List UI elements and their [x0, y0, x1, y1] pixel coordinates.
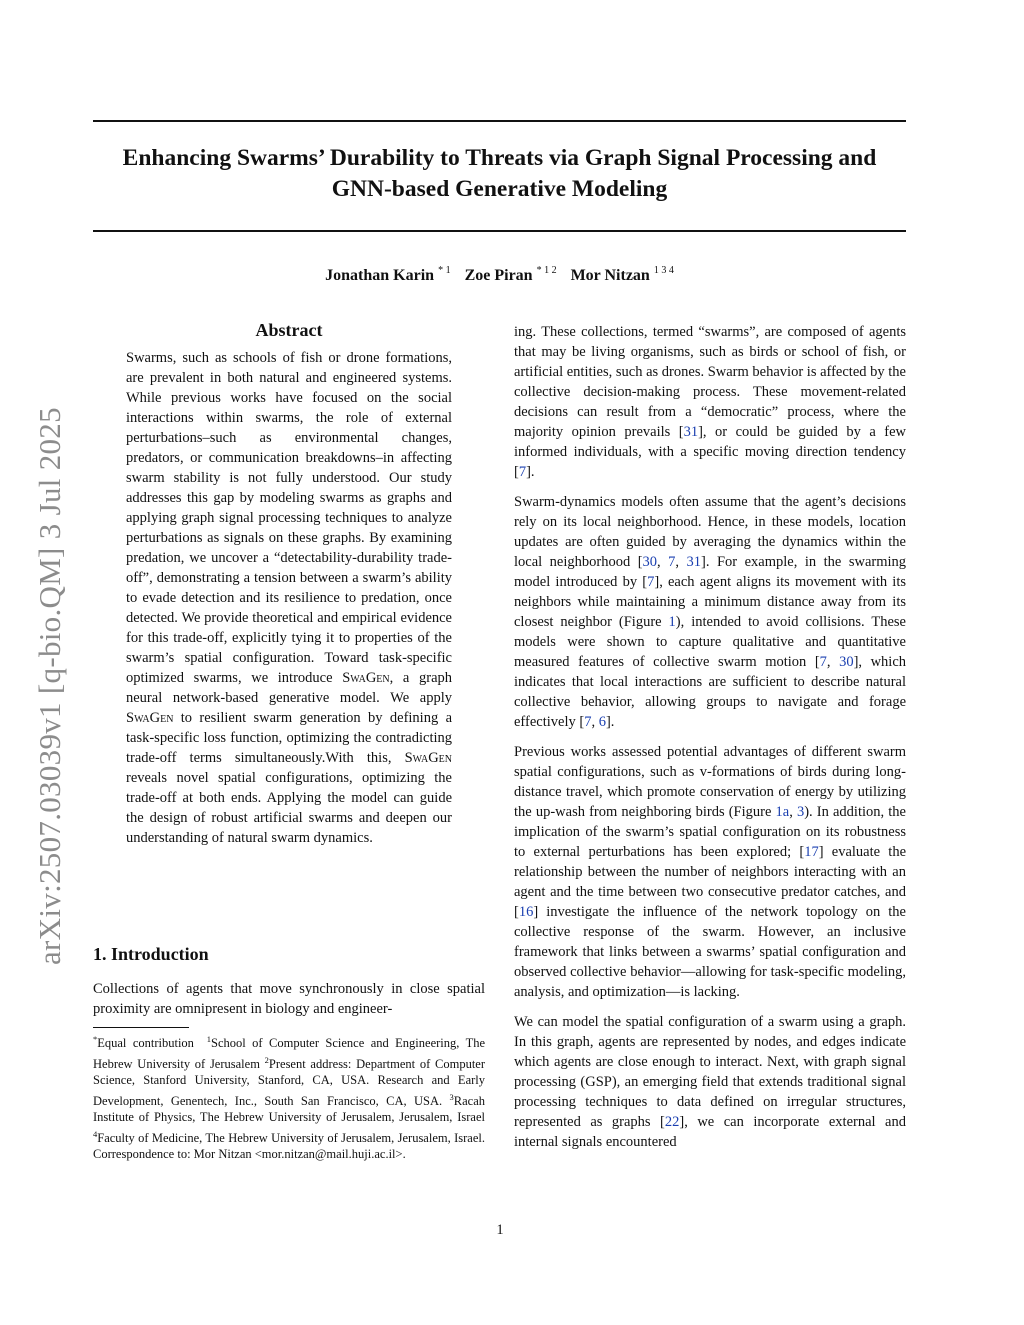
citation-link[interactable]: 7	[668, 554, 676, 570]
paragraph-text: ], we can incorporate external and internal signals encountered	[514, 1114, 906, 1150]
citation-link[interactable]: 30	[839, 654, 854, 670]
citation-link[interactable]: 17	[804, 844, 819, 860]
footnote-rule	[93, 1027, 189, 1028]
citation-separator: ,	[826, 654, 840, 670]
figure-link[interactable]: 1	[668, 614, 676, 630]
paragraph-text: Previous works assessed potential advantages of different swarm spatial configurations, such as v-formations of birds during long-distance travel, which promote conservation of energy by utilizing the up-wash from neighboring birds (Figure	[514, 744, 906, 820]
citation-link[interactable]: 7	[647, 574, 655, 590]
citation-link[interactable]: 7	[518, 464, 527, 480]
citation-link[interactable]: 16	[518, 904, 534, 920]
author-list	[93, 265, 906, 285]
abstract-text: Swarms, such as schools of fish or drone formations, are prevalent in both natural and engineered systems. While previous works have focused on the social interactions within swarms, the role of external perturbations–such as environmental changes, predators, or communication breakdowns–in affecting swarm stability is not fully understood. Our study addresses this gap by modeling swarms as graphs and applying graph signal processing techniques to analyze perturbations as signals on these graphs. By examining predation, we uncover a “detectability-durability trade-off”, demonstrating a tension between a swarm’s ability to evade detection and its resilience to predation, once detected. We provide theoretical and empirical evidence for this trade-off, explicitly tying it to properties of the swarm’s spatial configuration. Toward task-specific optimized swarms, we introduce	[126, 350, 452, 686]
abstract-body	[126, 348, 452, 848]
footnote-equal-contribution: Equal contribution	[97, 1036, 194, 1051]
citation-link[interactable]: 7	[819, 654, 827, 670]
author-affiliation-marks: * 1	[438, 265, 451, 276]
abstract-text: reveals novel spatial configurations, optimizing the trade-off at both ends. Applying the model can guide the design of robust artificial swarms and deepen our understanding of natural swarm dynamics.	[126, 770, 452, 846]
footnote-affiliation: School of Computer Science and Engineering, The Hebrew University of Jerusalem	[93, 1036, 486, 1071]
model-name: SwaGen	[404, 750, 452, 766]
author	[571, 267, 674, 284]
abstract-heading: Abstract	[255, 320, 323, 340]
author-name: Jonathan Karin	[325, 267, 435, 284]
paragraph-text: ], each agent aligns its movement with its neighbors while maintaining a minimum distance away from its closest neighbor (Figure	[514, 574, 906, 630]
citation-separator: ,	[789, 804, 797, 820]
right-column	[514, 322, 906, 1162]
citation-link[interactable]: 31	[686, 554, 702, 570]
paragraph	[514, 492, 906, 732]
author-affiliation-marks: * 1 2	[536, 265, 557, 276]
paragraph-text: ing. These collections, termed “swarms”, are composed of agents that may be living organisms, such as birds or school of fish, or artificial entities, such as drones. Swarm behavior is affected by the collective decision-making process. These movement-related decisions can result from a “democratic” process, where the majority opinion prevails [	[514, 324, 906, 440]
section-heading-introduction: 1. Introduction	[93, 944, 209, 964]
citation-link[interactable]: 7	[584, 714, 592, 730]
title-line-2: GNN-based Generative Modeling	[331, 176, 668, 202]
citation-link[interactable]: 3	[796, 804, 805, 820]
paragraph	[514, 322, 906, 482]
paragraph-text: ].	[526, 464, 535, 480]
page-number: 1	[496, 1222, 504, 1238]
figure-link[interactable]: 1a	[775, 804, 790, 820]
paragraph-text: ]. For example, in the swarming model introduced by [	[514, 554, 907, 590]
abstract-text: to resilient swarm generation by defining a task-specific loss function, optimizing the contradicting trade-off terms simultaneously.With this,	[126, 710, 452, 766]
paragraph-text: ), intended to avoid collisions. These models were shown to capture qualitative and quantitative measured features of collective swarm motion [	[514, 614, 906, 670]
citation-link[interactable]: 22	[664, 1114, 680, 1130]
author-name: Mor Nitzan	[570, 267, 650, 284]
citation-link[interactable]: 6	[598, 714, 606, 730]
author	[465, 267, 557, 284]
paragraph-text: Swarm-dynamics models often assume that the agent’s decisions rely on its local neighborhood. Hence, in these models, location updates are often guided by averaging the dynamics within the local neighborhood [	[514, 494, 906, 570]
paragraph-text: ). In addition, the implication of the swarm’s spatial configuration on its robustness to external perturbations has been explored; [	[514, 804, 906, 860]
top-rule	[93, 120, 906, 122]
paragraph	[514, 1012, 906, 1152]
paragraph-text: ].	[605, 714, 615, 730]
title-line-1: Enhancing Swarms’ Durability to Threats via Graph Signal Processing and	[122, 145, 877, 171]
footnote-correspondence: Correspondence to: Mor Nitzan <mor.nitzan@mail.huji.ac.il>.	[93, 1147, 406, 1162]
paragraph-text: We can model the spatial configuration of a swarm using a graph. In this graph, agents are represented by nodes, and edges indicate which agents are close enough to interact. Next, with graph signal processing (GSP), an emerging field that extends traditional signal processing techniques to data defined on irregular structures, represented as graphs [	[514, 1014, 906, 1130]
footnote: *Equal contribution $^1$School of Computer Science and Engineering, The Hebrew University of Jerusalem $^2$Present address: Department of Computer Science, Stanford University, Stanford, CA, USA. Research and Early Development, Genentech, Inc., South San Francisco, CA, USA. $^3$Racah Institute of Physics, The Hebrew University of Jerusalem, Jerusalem, Israel $^4$Faculty of Medicine, The Hebrew University of Jerusalem, Jerusalem, Israel. Correspondence to: Mor Nitzan <mor.nitzan@mail.huji.ac.il>.	[93, 1034, 486, 1162]
author	[325, 267, 450, 284]
paragraph	[514, 742, 906, 1002]
citation-separator: ,	[675, 554, 687, 570]
model-name: SwaGen	[342, 670, 390, 686]
bottom-rule	[93, 230, 906, 232]
model-name: SwaGen	[126, 710, 174, 726]
paragraph-text: ] investigate the influence of the network topology on the collective response of the swarm. However, an inclusive framework that links between a swarms’ spatial configuration and observed collective behavior—allowing for task-specific modeling, analysis, and optimization—is lacking.	[514, 904, 906, 1000]
paragraph-text: ] evaluate the relationship between the number of neighbors interacting with an agent and the time between two consecutive predator catches, and [	[514, 844, 907, 920]
arxiv-stamp: arXiv:2507.03039v1 [q-bio.QM] 3 Jul 2025	[32, 407, 67, 965]
citation-separator: ,	[657, 554, 669, 570]
paragraph-text: ], which indicates that local interactions are sufficient to describe natural collective behavior, allowing groups to navigate and forage effectively [	[514, 654, 907, 730]
footnote-affiliation: Faculty of Medicine, The Hebrew University of Jerusalem, Jerusalem, Israel.	[97, 1130, 485, 1145]
citation-link[interactable]: 31	[683, 424, 699, 440]
footnote-affiliation: Racah Institute of Physics, The Hebrew University of Jerusalem, Jerusalem, Israel	[93, 1093, 485, 1125]
author-affiliation-marks: 1 3 4	[653, 265, 674, 276]
author-name: Zoe Piran	[464, 267, 533, 284]
citation-separator: ,	[591, 714, 599, 730]
paragraph-text: ], or could be guided by a few informed individuals, with a specific moving direction tendency [	[514, 424, 906, 480]
citation-link[interactable]: 30	[642, 554, 658, 570]
introduction-text: Collections of agents that move synchronously in close spatial proximity are omnipresent in biology and engineer-	[93, 981, 485, 1017]
paper-title	[93, 143, 906, 205]
footnote-affiliation: Present address: Department of Computer Science, Stanford University, Stanford, CA, USA. Research and Early Development, Genentech, Inc., South San Francisco, CA, USA.	[93, 1056, 485, 1108]
abstract-text: , a graph neural network-based generative model. We apply	[126, 670, 453, 706]
